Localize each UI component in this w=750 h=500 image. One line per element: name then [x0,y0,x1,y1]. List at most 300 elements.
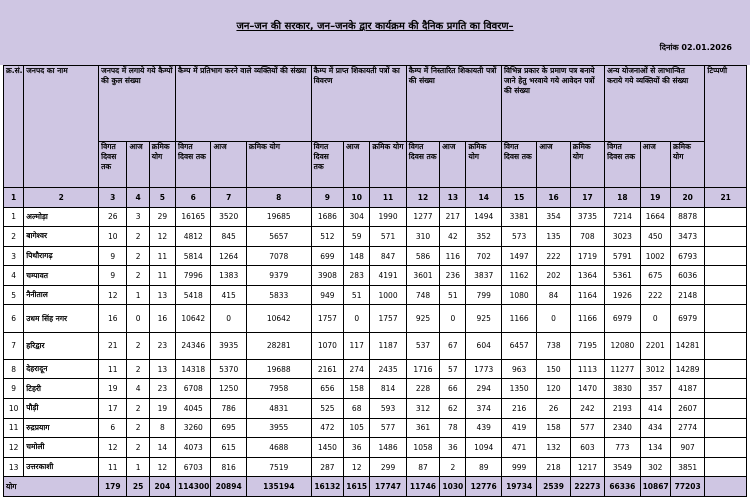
table-cell [705,246,747,266]
table-cell: 6708 [176,379,211,399]
table-cell: 1058 [406,438,439,458]
row-number: 3 [4,246,24,266]
table-cell: 59 [344,227,370,247]
table-row [4,399,747,419]
table-row [4,418,747,438]
total-label: योग [4,477,99,497]
total-cell: 1615 [344,477,370,497]
table-cell: 84 [537,285,570,305]
subheader-today: आज [344,142,370,188]
district-name: उत्तरकाशी [24,457,99,477]
table-cell: 603 [570,438,604,458]
total-cell: 19734 [501,477,536,497]
table-cell: 2193 [605,399,640,419]
table-cell: 3260 [176,418,211,438]
table-cell: 1166 [501,305,536,332]
header-row-main [4,66,747,142]
table-cell: 1113 [570,359,604,379]
table-cell: 0 [537,305,570,332]
table-cell: 2 [440,457,466,477]
table-row [4,305,747,332]
table-cell: 2 [127,438,149,458]
table-cell: 5418 [176,285,211,305]
table-cell: 66 [440,379,466,399]
table-cell: 5833 [246,285,311,305]
subheader-cumulative: क्रमिक योग [570,142,604,188]
table-row [4,359,747,379]
table-cell: 10 [99,227,127,247]
district-name: नैनीताल [24,285,99,305]
table-cell: 1350 [501,379,536,399]
table-cell: 19 [99,379,127,399]
table-cell: 2 [127,332,149,359]
table-cell: 357 [640,379,670,399]
table-cell: 3549 [605,457,640,477]
table-cell: 999 [501,457,536,477]
table-row [4,379,747,399]
table-cell: 907 [670,438,704,458]
table-cell [705,379,747,399]
table-cell: 274 [344,359,370,379]
subheader-today: आज [211,142,246,188]
column-number: 13 [440,188,466,208]
table-cell: 218 [537,457,570,477]
district-name: चम्पावत [24,266,99,286]
table-cell: 6979 [670,305,704,332]
table-cell: 299 [370,457,406,477]
table-cell [705,457,747,477]
table-cell: 3830 [605,379,640,399]
table-cell: 11 [149,266,175,286]
total-cell: 22273 [570,477,604,497]
table-cell: 13 [149,359,175,379]
row-number: 1 [4,207,24,227]
table-cell: 773 [605,438,640,458]
table-cell: 1383 [211,266,246,286]
table-row [4,285,747,305]
table-cell [705,359,747,379]
table-cell: 304 [344,207,370,227]
table-cell: 439 [466,418,501,438]
total-cell: 10867 [640,477,670,497]
table-cell: 11 [149,246,175,266]
table-cell: 9 [99,246,127,266]
table-cell [705,285,747,305]
table-cell: 748 [406,285,439,305]
table-cell [705,266,747,286]
table-cell: 5657 [246,227,311,247]
table-cell: 1773 [466,359,501,379]
table-cell: 19 [149,399,175,419]
column-number: 14 [466,188,501,208]
table-cell: 0 [127,305,149,332]
table-cell: 2 [127,399,149,419]
table-cell: 11 [99,359,127,379]
total-cell: 25 [127,477,149,497]
table-cell: 2148 [670,285,704,305]
table-cell: 4045 [176,399,211,419]
table-cell: 699 [311,246,343,266]
col-total-camps: जनपद में लगाये गये कैम्पों की कुल संख्या [99,66,176,142]
table-cell: 1716 [406,359,439,379]
table-cell: 120 [537,379,570,399]
table-cell: 512 [311,227,343,247]
table-cell: 1164 [570,285,604,305]
table-cell: 1686 [311,207,343,227]
col-participants: कैम्प में प्रतिभाग करने वाले व्यक्तियों की संख्या [176,66,312,142]
table-cell [705,399,747,419]
table-cell: 21 [99,332,127,359]
table-cell: 1277 [406,207,439,227]
column-number: 19 [640,188,670,208]
total-cell: 20894 [211,477,246,497]
table-cell: 963 [501,359,536,379]
table-cell: 14 [149,438,175,458]
table-cell: 135 [537,227,570,247]
col-district: जनपद का नाम [24,66,99,188]
table-cell: 236 [440,266,466,286]
table-cell: 202 [537,266,570,286]
table-cell: 2 [127,359,149,379]
table-cell: 0 [440,305,466,332]
total-cell: 16132 [311,477,343,497]
table-cell: 217 [440,207,466,227]
table-cell: 1990 [370,207,406,227]
table-cell: 105 [344,418,370,438]
table-cell: 87 [406,457,439,477]
col-sn: क्र.सं. [4,66,24,188]
table-cell: 845 [211,227,246,247]
table-cell: 3381 [501,207,536,227]
table-cell: 134 [640,438,670,458]
column-number: 5 [149,188,175,208]
table-cell: 26 [99,207,127,227]
table-cell: 8 [149,418,175,438]
row-number: 12 [4,438,24,458]
subheader-prev: विगत दिवस तक [99,142,127,188]
total-cell: 77203 [670,477,704,497]
table-cell: 4812 [176,227,211,247]
table-cell: 925 [466,305,501,332]
table-cell: 1757 [370,305,406,332]
table-cell: 1002 [640,246,670,266]
table-cell: 2340 [605,418,640,438]
table-cell: 1094 [466,438,501,458]
table-cell: 3837 [466,266,501,286]
column-number: 1 [4,188,24,208]
column-number: 4 [127,188,149,208]
table-cell: 2161 [311,359,343,379]
table-cell: 2 [127,227,149,247]
row-number: 5 [4,285,24,305]
table-cell: 9 [99,266,127,286]
table-cell: 242 [570,399,604,419]
table-cell: 14318 [176,359,211,379]
table-cell: 419 [501,418,536,438]
col-complaints: कैम्प में प्राप्त शिकायती पत्रों का विवरण [311,66,406,142]
table-cell: 42 [440,227,466,247]
table-cell [705,227,747,247]
table-cell: 222 [640,285,670,305]
col-resolved: कैम्प में निस्तारित शिकायती पत्रों की संख्या [406,66,501,142]
table-cell: 312 [406,399,439,419]
table-cell: 415 [211,285,246,305]
table-cell: 604 [466,332,501,359]
table-cell: 1162 [501,266,536,286]
row-number: 4 [4,266,24,286]
total-cell: 135194 [246,477,311,497]
district-name: रुद्रप्रयाग [24,418,99,438]
table-cell: 5361 [605,266,640,286]
table-cell: 51 [440,285,466,305]
subheader-today: आज [640,142,670,188]
table-cell [705,438,747,458]
table-cell: 12 [99,285,127,305]
table-cell: 1364 [570,266,604,286]
table-cell: 656 [311,379,343,399]
col-certificates: विभिन्न प्रकार के प्रमाण पत्र बनाये जाने हेतु भरवाये गये आवेदन पत्रों की संख्या [501,66,604,142]
total-cell: 204 [149,477,175,497]
table-cell: 287 [311,457,343,477]
subheader-prev: विगत दिवस तक [605,142,640,188]
total-row [4,477,747,497]
table-cell: 2 [127,266,149,286]
table-cell: 19688 [246,359,311,379]
table-cell: 12 [149,457,175,477]
district-name: देहरादून [24,359,99,379]
table-cell: 525 [311,399,343,419]
table-cell: 29 [149,207,175,227]
table-cell: 302 [640,457,670,477]
subheader-prev: विगत दिवस तक [406,142,439,188]
subheader-cumulative: क्रमिक योग [370,142,406,188]
table-cell: 7214 [605,207,640,227]
table-cell: 2 [127,246,149,266]
table-cell: 1217 [570,457,604,477]
table-cell: 23 [149,332,175,359]
table-row [4,438,747,458]
table-cell: 361 [406,418,439,438]
total-cell [705,477,747,497]
col-remarks: टिप्पणी [705,66,747,188]
subheader-cumulative: क्रमिक योग [246,142,311,188]
table-cell: 4191 [370,266,406,286]
district-name: चमोली [24,438,99,458]
total-cell: 179 [99,477,127,497]
table-cell: 3908 [311,266,343,286]
table-cell: 11 [99,457,127,477]
table-cell: 89 [466,457,501,477]
table-cell: 799 [466,285,501,305]
table-cell: 12 [99,438,127,458]
table-cell: 615 [211,438,246,458]
table-cell [705,418,747,438]
progress-table [3,65,747,497]
table-cell: 132 [537,438,570,458]
table-cell: 8878 [670,207,704,227]
table-cell: 16165 [176,207,211,227]
table-cell: 786 [211,399,246,419]
table-cell: 19685 [246,207,311,227]
table-cell: 6793 [670,246,704,266]
table-cell: 4 [127,379,149,399]
column-number: 18 [605,188,640,208]
table-cell: 2 [127,418,149,438]
subheader-cumulative: क्रमिक योग [149,142,175,188]
table-cell: 2774 [670,418,704,438]
table-cell: 7195 [570,332,604,359]
table-cell: 3473 [670,227,704,247]
table-cell: 4073 [176,438,211,458]
table-cell: 14281 [670,332,704,359]
header-band [0,0,750,65]
column-number: 15 [501,188,536,208]
table-cell: 675 [640,266,670,286]
column-number: 11 [370,188,406,208]
table-cell: 68 [344,399,370,419]
table-cell: 3601 [406,266,439,286]
table-cell: 12 [149,227,175,247]
subheader-prev: विगत दिवस तक [176,142,211,188]
table-cell: 4187 [670,379,704,399]
district-name: पिथौरागढ़ [24,246,99,266]
table-cell: 5814 [176,246,211,266]
table-cell: 7958 [246,379,311,399]
table-cell: 3012 [640,359,670,379]
table-cell: 117 [344,332,370,359]
table-cell: 354 [537,207,570,227]
district-name: बागेश्वर [24,227,99,247]
table-cell: 2435 [370,359,406,379]
header-row-sub [4,142,747,188]
table-cell: 10642 [176,305,211,332]
table-cell: 26 [537,399,570,419]
table-cell: 57 [440,359,466,379]
table-cell: 577 [370,418,406,438]
column-number: 3 [99,188,127,208]
row-number: 11 [4,418,24,438]
table-row [4,246,747,266]
subheader-today: आज [127,142,149,188]
row-number: 7 [4,332,24,359]
table-cell: 310 [406,227,439,247]
table-cell: 2201 [640,332,670,359]
table-cell: 12080 [605,332,640,359]
table-cell: 7078 [246,246,311,266]
table-cell: 4831 [246,399,311,419]
table-cell: 16 [149,305,175,332]
col-benefited: अन्य योजनाओं से लाभान्वित कराये गये व्यक्तियों की संख्या [605,66,705,142]
row-number: 13 [4,457,24,477]
table-cell: 695 [211,418,246,438]
column-number: 10 [344,188,370,208]
table-cell: 1719 [570,246,604,266]
table-cell: 14289 [670,359,704,379]
report-title: जन–जन की सरकार, जन–जनके द्वार कार्यक्रम की दैनिक प्रगति का विवरण– [236,21,514,32]
table-cell: 148 [344,246,370,266]
table-cell: 67 [440,332,466,359]
table-cell: 10642 [246,305,311,332]
table-cell: 62 [440,399,466,419]
table-cell: 1450 [311,438,343,458]
table-cell: 222 [537,246,570,266]
column-number-row [4,188,747,208]
table-cell [705,332,747,359]
subheader-prev: विगत दिवस तक [501,142,536,188]
total-cell: 66336 [605,477,640,497]
column-number: 2 [24,188,99,208]
table-cell: 738 [537,332,570,359]
table-cell: 3955 [246,418,311,438]
table-cell: 3023 [605,227,640,247]
table-cell: 51 [344,285,370,305]
table-cell: 0 [344,305,370,332]
row-number: 9 [4,379,24,399]
table-cell [705,207,747,227]
table-cell: 414 [640,399,670,419]
table-cell: 702 [466,246,501,266]
column-number: 12 [406,188,439,208]
table-cell: 6 [99,418,127,438]
table-cell: 708 [570,227,604,247]
table-cell: 3 [127,207,149,227]
table-cell: 1 [127,457,149,477]
table-cell: 6457 [501,332,536,359]
table-cell: 577 [570,418,604,438]
table-cell: 6703 [176,457,211,477]
table-cell: 571 [370,227,406,247]
column-number: 7 [211,188,246,208]
subheader-today: आज [440,142,466,188]
table-cell: 1757 [311,305,343,332]
table-cell: 472 [311,418,343,438]
table-cell: 1166 [570,305,604,332]
subheader-cumulative: क्रमिक योग [466,142,501,188]
subheader-today: आज [537,142,570,188]
district-name: पौड़ी [24,399,99,419]
table-cell: 847 [370,246,406,266]
table-cell: 593 [370,399,406,419]
table-cell: 1080 [501,285,536,305]
table-cell: 573 [501,227,536,247]
table-cell: 116 [440,246,466,266]
row-number: 6 [4,305,24,332]
table-row [4,207,747,227]
row-number: 10 [4,399,24,419]
table-cell: 36 [344,438,370,458]
table-cell: 3935 [211,332,246,359]
table-cell: 6036 [670,266,704,286]
table-cell: 13 [149,285,175,305]
table-cell: 78 [440,418,466,438]
table-cell: 1470 [570,379,604,399]
table-cell: 1250 [211,379,246,399]
table-cell: 537 [406,332,439,359]
table-cell: 16 [99,305,127,332]
table-cell: 374 [466,399,501,419]
table-cell: 2607 [670,399,704,419]
table-cell [705,305,747,332]
table-cell: 228 [406,379,439,399]
table-cell: 36 [440,438,466,458]
table-cell: 1187 [370,332,406,359]
table-cell: 1070 [311,332,343,359]
table-row [4,332,747,359]
table-cell: 1000 [370,285,406,305]
table-cell: 28281 [246,332,311,359]
table-cell: 12 [344,457,370,477]
table-cell: 7519 [246,457,311,477]
